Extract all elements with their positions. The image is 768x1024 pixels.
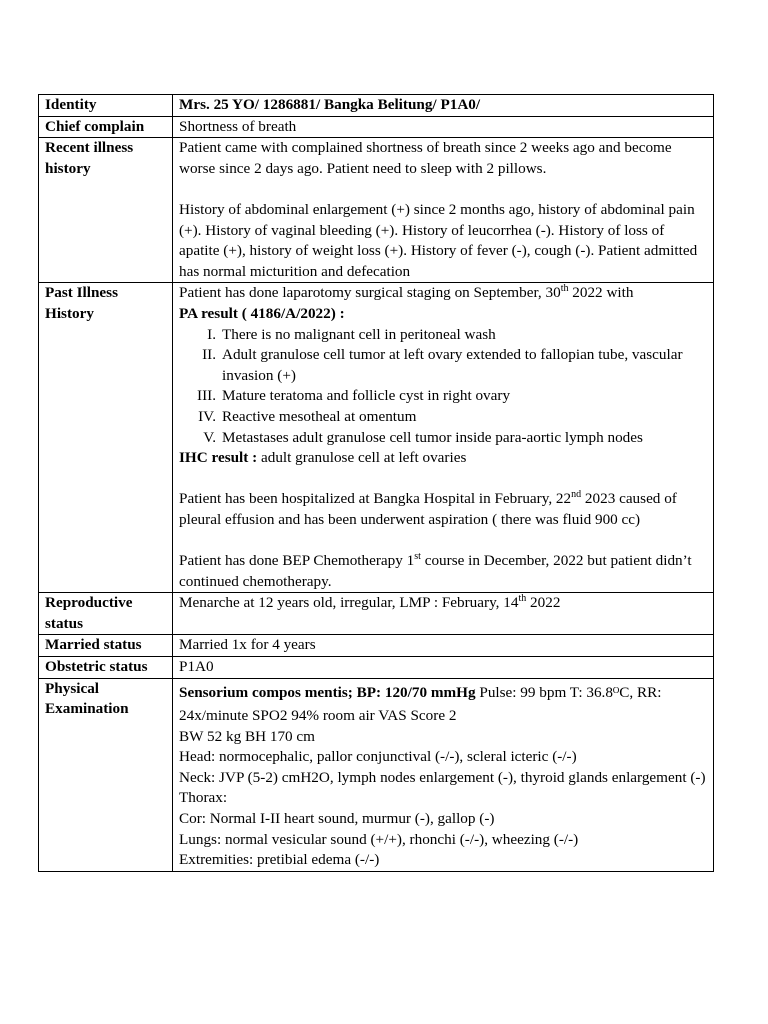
identity-value: Mrs. 25 YO/ 1286881/ Bangka Belitung/ P1A0/ (173, 95, 714, 117)
recent-illness-row (39, 138, 714, 283)
recent-illness-para1: Patient came with complained shortness of breath since 2 weeks ago and become worse since 2 days ago. Patient need to sleep with 2 pillows. (179, 139, 672, 177)
obstetric-value: P1A0 (173, 657, 714, 679)
head-exam: Head: normocephalic, pallor conjunctival (-/-), scleral icteric (-/-) (179, 748, 577, 766)
identity-row (39, 95, 714, 117)
obstetric-label: Obstetric status (39, 657, 173, 679)
married-value: Married 1x for 4 years (173, 635, 714, 657)
past-illness-row (39, 283, 714, 593)
chief-complain-row (39, 116, 714, 138)
reproductive-value: Menarche at 12 years old, irregular, LMP : February, 14th 2022 (173, 593, 714, 635)
pa-result-label: PA result ( 4186/A/2022) : (179, 304, 345, 322)
recent-illness-para2: History of abdominal enlargement (+) since 2 months ago, history of abdominal pain (+). History of vaginal bleeding (+). History of leucorrhea (-). History of loss of apatite (+), history of weight loss (+). History of fever (-), cough (-). Patient admitted has normal micturition and defecation (179, 200, 698, 280)
hospitalization-statement: Patient has been hospitalized at Bangka Hospital in February, 22nd 2023 caused of pleural effusion and has been underwent aspiration ( there was fluid 900 cc) (179, 489, 677, 528)
physical-exam-label: Physical Examination (39, 678, 173, 871)
list-item: IV. Reactive mesotheal at omentum (198, 407, 417, 425)
list-item: III. Mature teratoma and follicle cyst in right ovary (197, 387, 511, 405)
thorax-heading: Thorax: (179, 789, 228, 807)
list-item: I. There is no malignant cell in peritoneal wash (207, 325, 496, 343)
ihc-result: IHC result : adult granulose cell at left ovaries (179, 449, 467, 467)
recent-illness-label: Recent illness history (39, 138, 173, 283)
chemotherapy-statement: Patient has done BEP Chemotherapy 1st course in December, 2022 but patient didn’t continued chemotherapy. (179, 551, 692, 590)
vitals: Sensorium compos mentis; BP: 120/70 mmHg Pulse: 99 bpm T: 36.8ᴼC, RR: 24x/minute SPO2 94% room air VAS Score 2 (179, 683, 662, 724)
recent-illness-value (173, 138, 714, 283)
reproductive-label: Reproductive status (39, 593, 173, 635)
list-item: II. Adult granulose cell tumor at left ovary extended to fallopian tube, vascular invasion (+) (202, 346, 683, 384)
pa-findings-list (179, 325, 707, 449)
chief-complain-label: Chief complain (39, 116, 173, 138)
identity-label: Identity (39, 95, 173, 117)
chief-complain-value: Shortness of breath (173, 116, 714, 138)
cor-exam: Cor: Normal I-II heart sound, murmur (-), gallop (-) (179, 810, 495, 827)
extremities-exam: Extremities: pretibial edema (-/-) (179, 851, 380, 869)
married-label: Married status (39, 635, 173, 657)
reproductive-row (39, 593, 714, 635)
body-measurements: BW 52 kg BH 170 cm (179, 727, 315, 745)
neck-exam: Neck: JVP (5-2) cmH2O, lymph nodes enlargement (-), thyroid glands enlargement (-) (179, 768, 706, 786)
physical-exam-value (173, 678, 714, 871)
lungs-exam: Lungs: normal vesicular sound (+/+), rhonchi (-/-), wheezing (-/-) (179, 830, 579, 848)
married-row (39, 635, 714, 657)
physical-exam-row (39, 678, 714, 871)
medical-record-table (38, 94, 714, 872)
list-item: V. Metastases adult granulose cell tumor inside para-aortic lymph nodes (203, 428, 643, 446)
past-illness-value (173, 283, 714, 593)
obstetric-row (39, 657, 714, 679)
past-illness-label: Past Illness History (39, 283, 173, 593)
surgery-statement: Patient has done laparotomy surgical staging on September, 30th 2022 with (179, 283, 634, 302)
